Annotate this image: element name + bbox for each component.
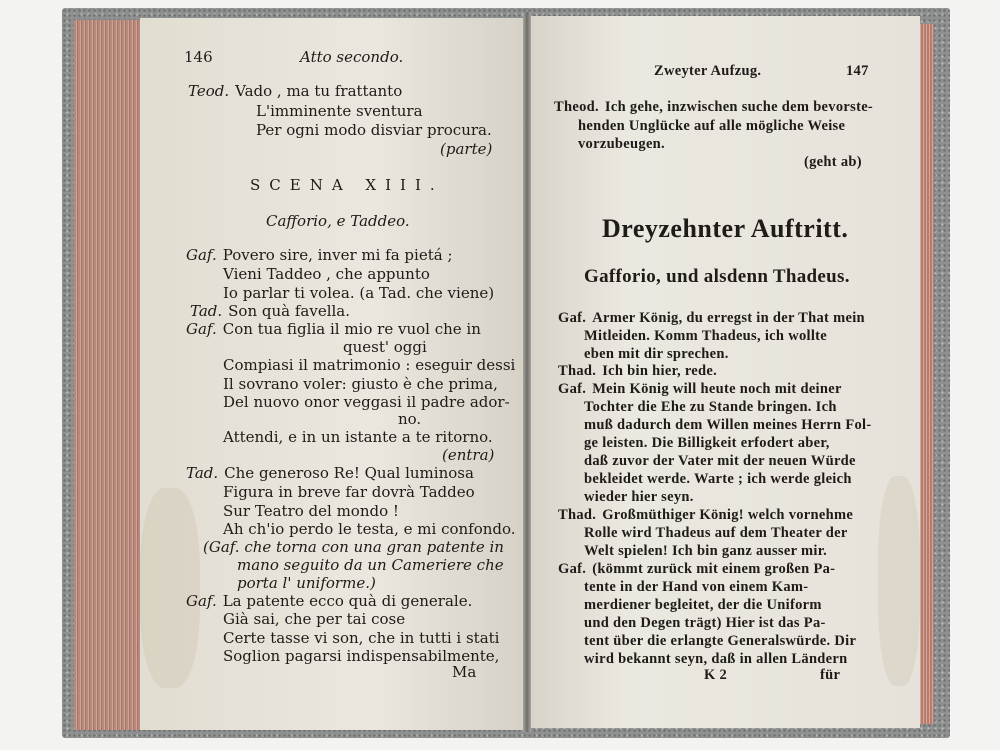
- text-line: [804, 153, 862, 171]
- line-text: Vieni Taddeo , che appunto: [223, 265, 430, 283]
- text-line: [266, 212, 410, 230]
- text-line: [584, 542, 827, 560]
- line-text: merdiener begleitet, der die Uniform: [584, 597, 822, 613]
- text-line: [398, 410, 421, 428]
- text-line: [223, 375, 498, 393]
- text-line: [578, 135, 665, 153]
- text-line: [452, 663, 476, 681]
- text-line: [223, 265, 430, 283]
- line-text: La patente ecco quà di generale.: [222, 592, 473, 610]
- line-text: wieder hier seyn.: [584, 489, 694, 505]
- speaker-label: Gaf.: [186, 592, 217, 610]
- text-line: [223, 610, 405, 628]
- text-line: [584, 345, 729, 363]
- text-line: [584, 416, 872, 434]
- text-line: [578, 117, 845, 135]
- line-text: Dreyzehnter Auftritt.: [602, 214, 849, 243]
- speaker-label: Gaf.: [558, 381, 587, 397]
- page-number: 147: [846, 63, 869, 79]
- speaker-label: Theod.: [554, 99, 599, 115]
- page-number: 146: [184, 48, 213, 66]
- text-line: [237, 574, 376, 592]
- text-line: [190, 302, 350, 320]
- text-line: [584, 452, 856, 470]
- running-head: Zweyter Aufzug.: [654, 63, 762, 79]
- line-text: Certe tasse vi son, che in tutti i stati: [223, 629, 500, 647]
- line-text: vorzubeugen.: [578, 136, 665, 152]
- text-line: [558, 309, 865, 327]
- line-text: Sur Teatro del mondo !: [223, 502, 399, 520]
- line-text: Mein König will heute noch mit deiner: [592, 381, 842, 397]
- line-text: eben mit dir sprechen.: [584, 346, 729, 362]
- text-line: [584, 268, 850, 286]
- line-text: Ich gehe, inzwischen suche dem bevorste-: [604, 99, 874, 115]
- text-line: [704, 666, 727, 684]
- line-text: (Gaf. che torna con una gran patente in: [203, 538, 504, 556]
- speaker-label: Tad.: [186, 464, 219, 482]
- text-line: [584, 488, 694, 506]
- page-edges-left: [74, 20, 142, 730]
- text-line: [440, 140, 492, 158]
- line-text: Großmüthiger König! welch vornehme: [602, 507, 854, 523]
- text-line: [584, 578, 808, 596]
- speaker-label: Thad.: [558, 507, 597, 523]
- text-line: [250, 176, 444, 194]
- text-line: [186, 320, 481, 338]
- line-text: tent über die erlangte Generalswürde. Dir: [584, 633, 857, 649]
- book-gutter: [523, 12, 531, 732]
- text-line: [820, 666, 840, 684]
- text-line: [186, 246, 453, 264]
- text-line: [442, 446, 494, 464]
- text-line: [223, 502, 399, 520]
- line-text: Armer König, du erregst in der That mein: [592, 310, 865, 326]
- left-page: [140, 18, 526, 730]
- line-text: Tochter die Ehe zu Stande bringen. Ich: [584, 399, 837, 415]
- line-text: Son quà favella.: [228, 302, 351, 320]
- text-line: [223, 356, 515, 374]
- line-text: für: [820, 667, 841, 683]
- text-line: [584, 614, 826, 632]
- right-page: [528, 16, 920, 728]
- line-text: L'imminente sventura: [256, 102, 423, 120]
- text-line: [584, 524, 848, 542]
- text-line: [223, 284, 494, 302]
- line-text: bekleidet werde. Warte ; ich werde gleich: [584, 471, 852, 487]
- text-line: [223, 393, 510, 411]
- speaker-label: Teod.: [188, 82, 230, 100]
- text-line: [237, 556, 504, 574]
- text-line: [602, 214, 849, 243]
- text-line: [256, 102, 423, 120]
- line-text: (parte): [440, 140, 493, 158]
- water-stain: [878, 476, 920, 686]
- line-text: Già sai, che per tai cose: [223, 610, 406, 628]
- line-text: henden Unglücke auf alle mögliche Weise: [578, 118, 846, 134]
- text-line: [558, 380, 842, 398]
- text-line: [188, 82, 402, 100]
- line-text: tente in der Hand von einem Kam-: [584, 579, 809, 595]
- line-text: Il sovrano voler: giusto è che prima,: [223, 375, 498, 393]
- line-text: Per ogni modo disviar procura.: [256, 121, 492, 139]
- line-text: Compiasi il matrimonio : eseguir dessi: [223, 356, 516, 374]
- line-text: Che generoso Re! Qual luminosa: [224, 464, 474, 482]
- line-text: und den Degen trägt) Hier ist das Pa-: [584, 615, 826, 631]
- speaker-label: Gaf.: [558, 310, 587, 326]
- line-text: Welt spielen! Ich bin ganz ausser mir.: [584, 543, 828, 559]
- line-text: Ah ch'io perdo le testa, e mi confondo.: [223, 520, 516, 538]
- line-text: Ma: [452, 663, 477, 681]
- line-text: daß zuvor der Vater mit der neuen Würde: [584, 453, 856, 469]
- text-line: [223, 629, 499, 647]
- line-text: Figura in breve far dovrà Taddeo: [223, 483, 475, 501]
- text-line: [558, 560, 835, 578]
- line-text: Attendi, e in un istante a te ritorno.: [223, 428, 493, 446]
- line-text: Vado , ma tu frattanto: [235, 82, 403, 100]
- line-text: K 2: [704, 667, 728, 683]
- text-line: [343, 338, 427, 356]
- speaker-label: Gaf.: [558, 561, 587, 577]
- text-line: [584, 470, 852, 488]
- line-text: SCENA XIII.: [250, 176, 444, 194]
- line-text: Io parlar ti volea. (a Tad. che viene): [223, 284, 495, 302]
- line-text: wird bekannt seyn, daß in allen Ländern: [584, 651, 848, 667]
- page-edges-right: [918, 24, 934, 724]
- line-text: mano seguito da un Cameriere che: [237, 556, 504, 574]
- text-line: [558, 362, 717, 380]
- line-text: Cafforio, e Taddeo.: [266, 212, 410, 230]
- text-line: [584, 434, 830, 452]
- text-line: [584, 327, 827, 345]
- line-text: Ich bin hier, rede.: [602, 363, 718, 379]
- line-text: Soglion pagarsi indispensabilmente,: [223, 647, 500, 665]
- text-line: [223, 428, 493, 446]
- line-text: Gafforio, und alsdenn Thadeus.: [584, 266, 850, 287]
- line-text: (entra): [442, 446, 495, 464]
- speaker-label: Gaf.: [186, 246, 217, 264]
- text-line: [558, 506, 853, 524]
- text-line: [203, 538, 504, 556]
- speaker-label: Thad.: [558, 363, 597, 379]
- text-line: [223, 483, 475, 501]
- line-text: Povero sire, inver mi fa pietá ;: [222, 246, 453, 264]
- text-line: [584, 398, 837, 416]
- speaker-label: Tad.: [190, 302, 223, 320]
- line-text: porta l' uniforme.): [237, 574, 376, 592]
- text-line: [256, 121, 492, 139]
- line-text: (geht ab): [804, 154, 862, 170]
- water-stain: [140, 488, 200, 688]
- line-text: (kömmt zurück mit einem großen Pa-: [592, 561, 836, 577]
- speaker-label: Gaf.: [186, 320, 217, 338]
- line-text: muß dadurch dem Willen meines Herrn Fol-: [584, 417, 872, 433]
- line-text: ge leisten. Die Billigkeit erfodert aber,: [584, 435, 830, 451]
- line-text: no.: [398, 410, 422, 428]
- line-text: quest' oggi: [343, 338, 427, 356]
- running-head: Atto secondo.: [300, 48, 404, 66]
- text-line: [223, 520, 516, 538]
- text-line: [584, 596, 822, 614]
- line-text: Mitleiden. Komm Thadeus, ich wollte: [584, 328, 828, 344]
- text-line: [186, 464, 474, 482]
- text-line: [584, 632, 856, 650]
- line-text: Rolle wird Thadeus auf dem Theater der: [584, 525, 848, 541]
- line-text: Del nuovo onor veggasi il padre ador-: [223, 393, 510, 411]
- line-text: Con tua figlia il mio re vuol che in: [222, 320, 481, 338]
- text-line: [554, 98, 873, 116]
- text-line: [186, 592, 472, 610]
